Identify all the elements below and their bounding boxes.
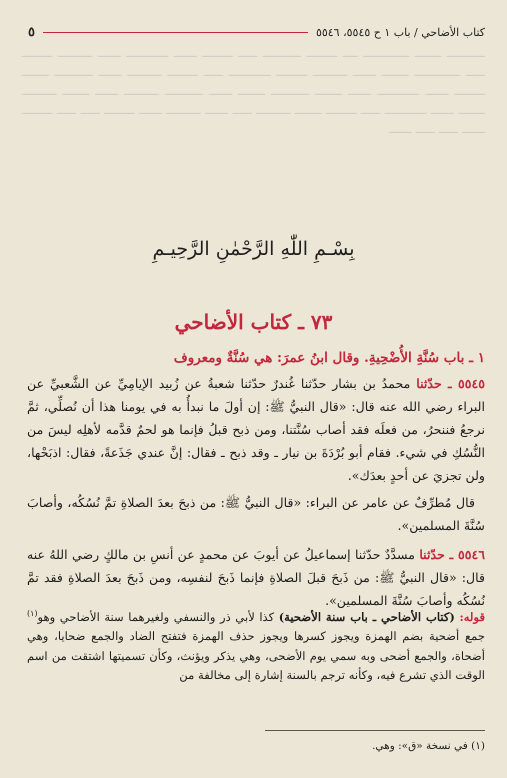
mutarrif-narration: قال مُطرِّفٌ عن عامر عن البراء: «قال النبيُّ ﷺ: من ذبحَ بعدَ الصلاةِ تمَّ نُسُكُه، وأصابَ سُنَّةَ المسلمين». <box>27 495 485 533</box>
commentary-paragraph <box>27 604 485 685</box>
running-header <box>28 22 485 42</box>
bleed-through-text-top: ــــــــــ ـــــــ ــــــــــــ ــــ ــــــــ ــــــــــ ـــــ ــــــــ ــــــ ـــــــــــ ــــــ ـــــــــ ــــــــ ـــــ ــــــــــــ ـــــــ ــــــ ـــــــــ ــــــــ ـــــــــــ ـــــ ــــــــ ـــــــــ ــــــ ــــــــــ ـــــــ ــــــــ ــــــ ـــــــــــ ــــــ ـــــــ ــــــــــ ـــــــ ــــــ ــــــــــ ـــــــــ ــــــ ـــــــ ـــــــــ ـــــــ ــــــ ـــــــــــ ـــــ ــــــــ ـــــــ ـــــــــ ـــــ ــــــ ـــــــــ ــــــ ــــــــ ـــــ ـــــ ــــــــ ــــــ ـــــ ـــــ ــــــ <box>22 46 485 137</box>
commentary-label: قوله: <box>459 609 485 624</box>
hadith-number: ٥٥٤٥ ـ حدّثنا <box>416 376 485 391</box>
commentary <box>27 604 485 685</box>
header-rule <box>43 32 308 33</box>
bab-title: ١ ـ باب سُنَّةِ الأُضْحِيةِ. وقال ابنُ عمرَ: هي سُنَّةٌ ومعروف <box>173 350 485 366</box>
hadith-5546 <box>27 543 485 612</box>
hadith-text: مسدَّدٌ حدّثنا إسماعيلُ عن أيوبَ عن محمدٍ عن أنسِ بن مالكٍ رضي اللهُ عنه قال: «قال النبيُّ ﷺ: من ذَبحَ قبلَ الصلاةِ فإنما ذَبحَ لنفسِه، ومن ذَبحَ بعدَ الصلاةِ فقد تمَّ نُسُكُه وأصابَ سُنَّةَ المسلمين». <box>27 547 485 608</box>
chapter-title: ٧٣ ـ كتاب الأضاحي <box>174 310 333 334</box>
footnote-divider <box>265 730 485 731</box>
header-title: كتاب الأضاحي / باب ١ ح ٥٥٤٥، ٥٥٤٦ <box>315 25 485 39</box>
commentary-text: كذا لأبي ذر والنسفي ولغيرهما سنة الأضاحي وهو <box>37 609 279 624</box>
commentary-quote: (كتاب الأضاحي ـ باب سنة الأضحية) <box>278 609 455 624</box>
hadith-text: محمدُ بن بشار حدّثنا غُندرٌ حدّثنا شعبةُ عن زُبيد الإيامِيِّ عن الشَّعبيِّ عن البراء رضي الله عنه قال: «قال النبيُّ ﷺ: إن أولَ ما نبدأُ به في يومنا هذا أن نُصلِّي، ثمَّ نرجعُ فننحرُ، من فعلَه فقد أصاب سُنَّتنا، ومن ذبح قبلُ فإنما هو لحمٌ قدَّمه لأهلِه ليسَ من النُّسُكِ في شيء. فقام أبو بُرْدَةَ بن نيار ـ وقد ذبح ـ فقال: إنَّ عندي جَذَعةً، فقال: اذبَحْها، ولن تجزيَ عن أحدٍ بعدَك». <box>27 376 485 483</box>
page-number: ٥ <box>28 24 35 40</box>
basmala: بِسْـمِ اللّٰهِ الرَّحْمٰنِ الرَّحِيـمِ <box>152 238 355 260</box>
bab-heading <box>27 346 485 370</box>
hadith-number: ٥٥٤٦ ـ حدّثنا <box>419 547 486 562</box>
hadith-5545 <box>27 372 485 487</box>
commentary-text: جمع أضحية بضم الهمزة ويجوز كسرها ويجوز حذف الهمزة فتفتح الضاد والجمع ضحايا، وهي أضحاة، والجمع أضحى وبه سمي يوم الأضحى، وهي يذكر ويؤنث، وكأن تسميتها اشتقت من اسم الوقت الذي تشرع فيه، وكأنه ترجم بالسنة إشارة إلى مخالفة من <box>27 629 485 683</box>
footnote-marker: (١) <box>27 609 38 618</box>
footnote: (١) في نسخة «ق»: وهي. <box>372 740 485 752</box>
main-text <box>27 346 485 612</box>
